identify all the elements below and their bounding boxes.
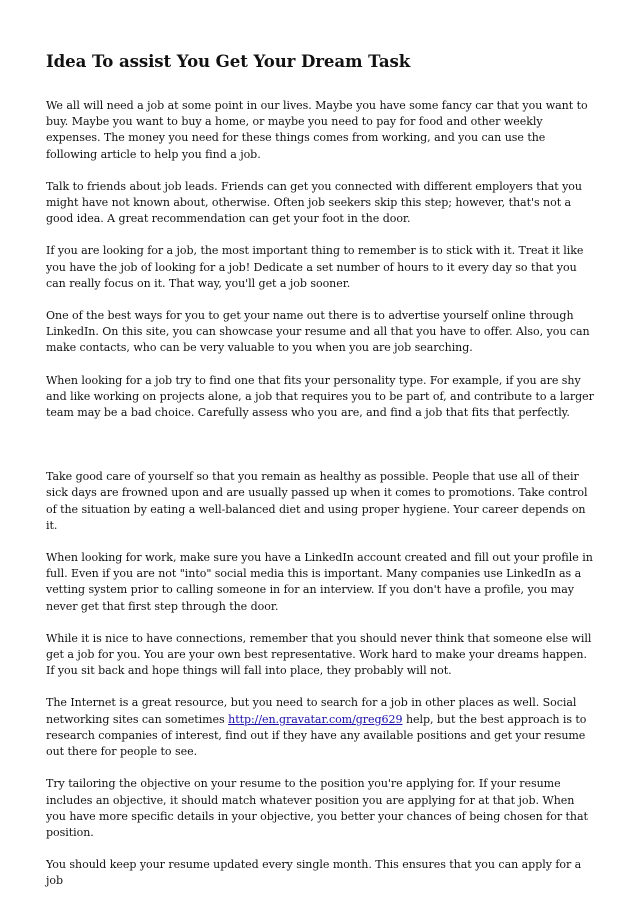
paragraph-stick-with-it: If you are looking for a job, the most important thing to remember is to stick with it. Treat it like you have the job of looking for a job! Dedicate a set number of hours to it every day so that you can really focus on it. That way, you'll get a job sooner. bbox=[46, 244, 584, 290]
paragraph-linkedin: One of the best ways for you to get your name out there is to advertise yourself online through LinkedIn. On this site, you can showcase your resume and all that you have to offer. Also, you can make contacts, who can be very valuable to you when you are job searching. bbox=[46, 309, 590, 355]
document-title: Idea To assist You Get Your Dream Task bbox=[46, 51, 411, 71]
document-page bbox=[46, 50, 594, 890]
paragraph-intro: We all will need a job at some point in our lives. Maybe you have some fancy car that you want to buy. Maybe you want to buy a home, or maybe you need to pay for food and other weekly expenses. The money you need for these things comes from working, and you can use the following article to help you find a job. bbox=[46, 99, 588, 161]
paragraph-connections: While it is nice to have connections, remember that you should never think that someone else will get a job for you. You are your own best representative. Work hard to make your dreams happen. If you sit back and hope things will fall into place, they probably will not. bbox=[46, 631, 592, 678]
paragraph-friends: Talk to friends about job leads. Friends can get you connected with different employers that you might have not known about, otherwise. Often job seekers skip this step; however, that's not a good idea. A great recommendation can get your foot in the door. bbox=[46, 179, 582, 226]
gravatar-link[interactable]: http://en.gravatar.com/greg629 bbox=[228, 712, 403, 726]
paragraph-health: Take good care of yourself so that you remain as healthy as possible. People that use all of their sick days are frowned upon and are usually passed up when it comes to promotions. Take control of the situation by eating a well-balanced diet and using proper hygiene. Your career depends on it. bbox=[46, 470, 588, 532]
paragraph-tailoring: Try tailoring the objective on your resume to the position you're applying for. If your resume includes an objective, it should match whatever position you are applying for at that job. When you have more specific details in your objective, you better your chances of being chosen for that position. bbox=[46, 777, 588, 839]
paragraph-internet-after: help, but the best approach is to research companies of interest, find out if they have any available positions and get your resume out there for people to see. bbox=[46, 712, 587, 759]
paragraph-internet bbox=[46, 695, 594, 760]
paragraph-linkedin-profile: When looking for work, make sure you have a LinkedIn account created and fill out your profile in full. Even if you are not "into" social media this is important. Many companies use LinkedIn as a vetting system prior to calling someone in for an interview. If you don't have a profile, you may never get that first step through the door. bbox=[46, 551, 593, 613]
paragraph-personality: When looking for a job try to find one that fits your personality type. For example, if you are shy and like working on projects alone, a job that requires you to be part of, and contribute to a larger team may be a bad choice. Carefully assess who you are, and find a job that fits that perfectly. bbox=[46, 373, 594, 420]
paragraph-resume-update: You should keep your resume updated every single month. This ensures that you can apply for a job bbox=[46, 858, 582, 888]
paragraph-internet-before: The Internet is a great resource, but you need to search for a job in other places as well. Social networking sites can sometimes bbox=[46, 696, 577, 726]
